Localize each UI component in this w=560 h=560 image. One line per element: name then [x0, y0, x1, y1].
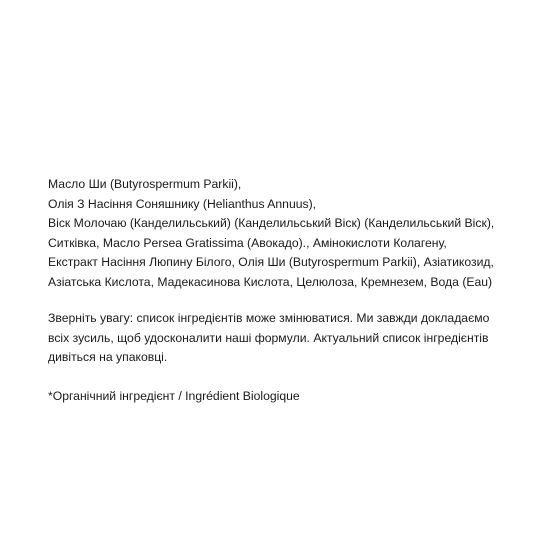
formula-change-notice [48, 309, 538, 368]
ingredients-panel [48, 175, 538, 406]
organic-ingredient-note: *Органічний інгредієнт / Ingrédient Biologique [48, 388, 300, 403]
notice-line: дивіться на упаковці. [48, 350, 168, 364]
ingredients-line: Ситківка, Масло Persea Gratissima (Авокадо)., Амінокислоти Колагену, [48, 235, 447, 250]
ingredients-line: Віск Молочаю (Канделильський) (Канделильський Віск) (Канделильський Віск), [48, 216, 495, 230]
notice-line: Зверніть увагу: список інгредієнтів може змінюватися. Ми завжди докладаємо [48, 311, 490, 325]
ingredients-line: Екстракт Насіння Люпину Білого, Олія Ши (Butyrospermum Parkii), Азіатикозид, [48, 255, 494, 269]
ingredients-list [48, 175, 538, 292]
ingredients-line: Олія З Насіння Соняшнику (Helianthus Annuus), [48, 196, 317, 211]
ingredients-line: Масло Ши (Butyrospermum Parkii), [48, 177, 242, 191]
notice-line: всіх зусиль, щоб удосконалити наші формули. Актуальний список інгредієнтів [48, 330, 489, 345]
ingredients-line: Азіатська Кислота, Мадекасинова Кислота, Целюлоза, Кремнезем, Вода (Eau) [48, 274, 493, 289]
